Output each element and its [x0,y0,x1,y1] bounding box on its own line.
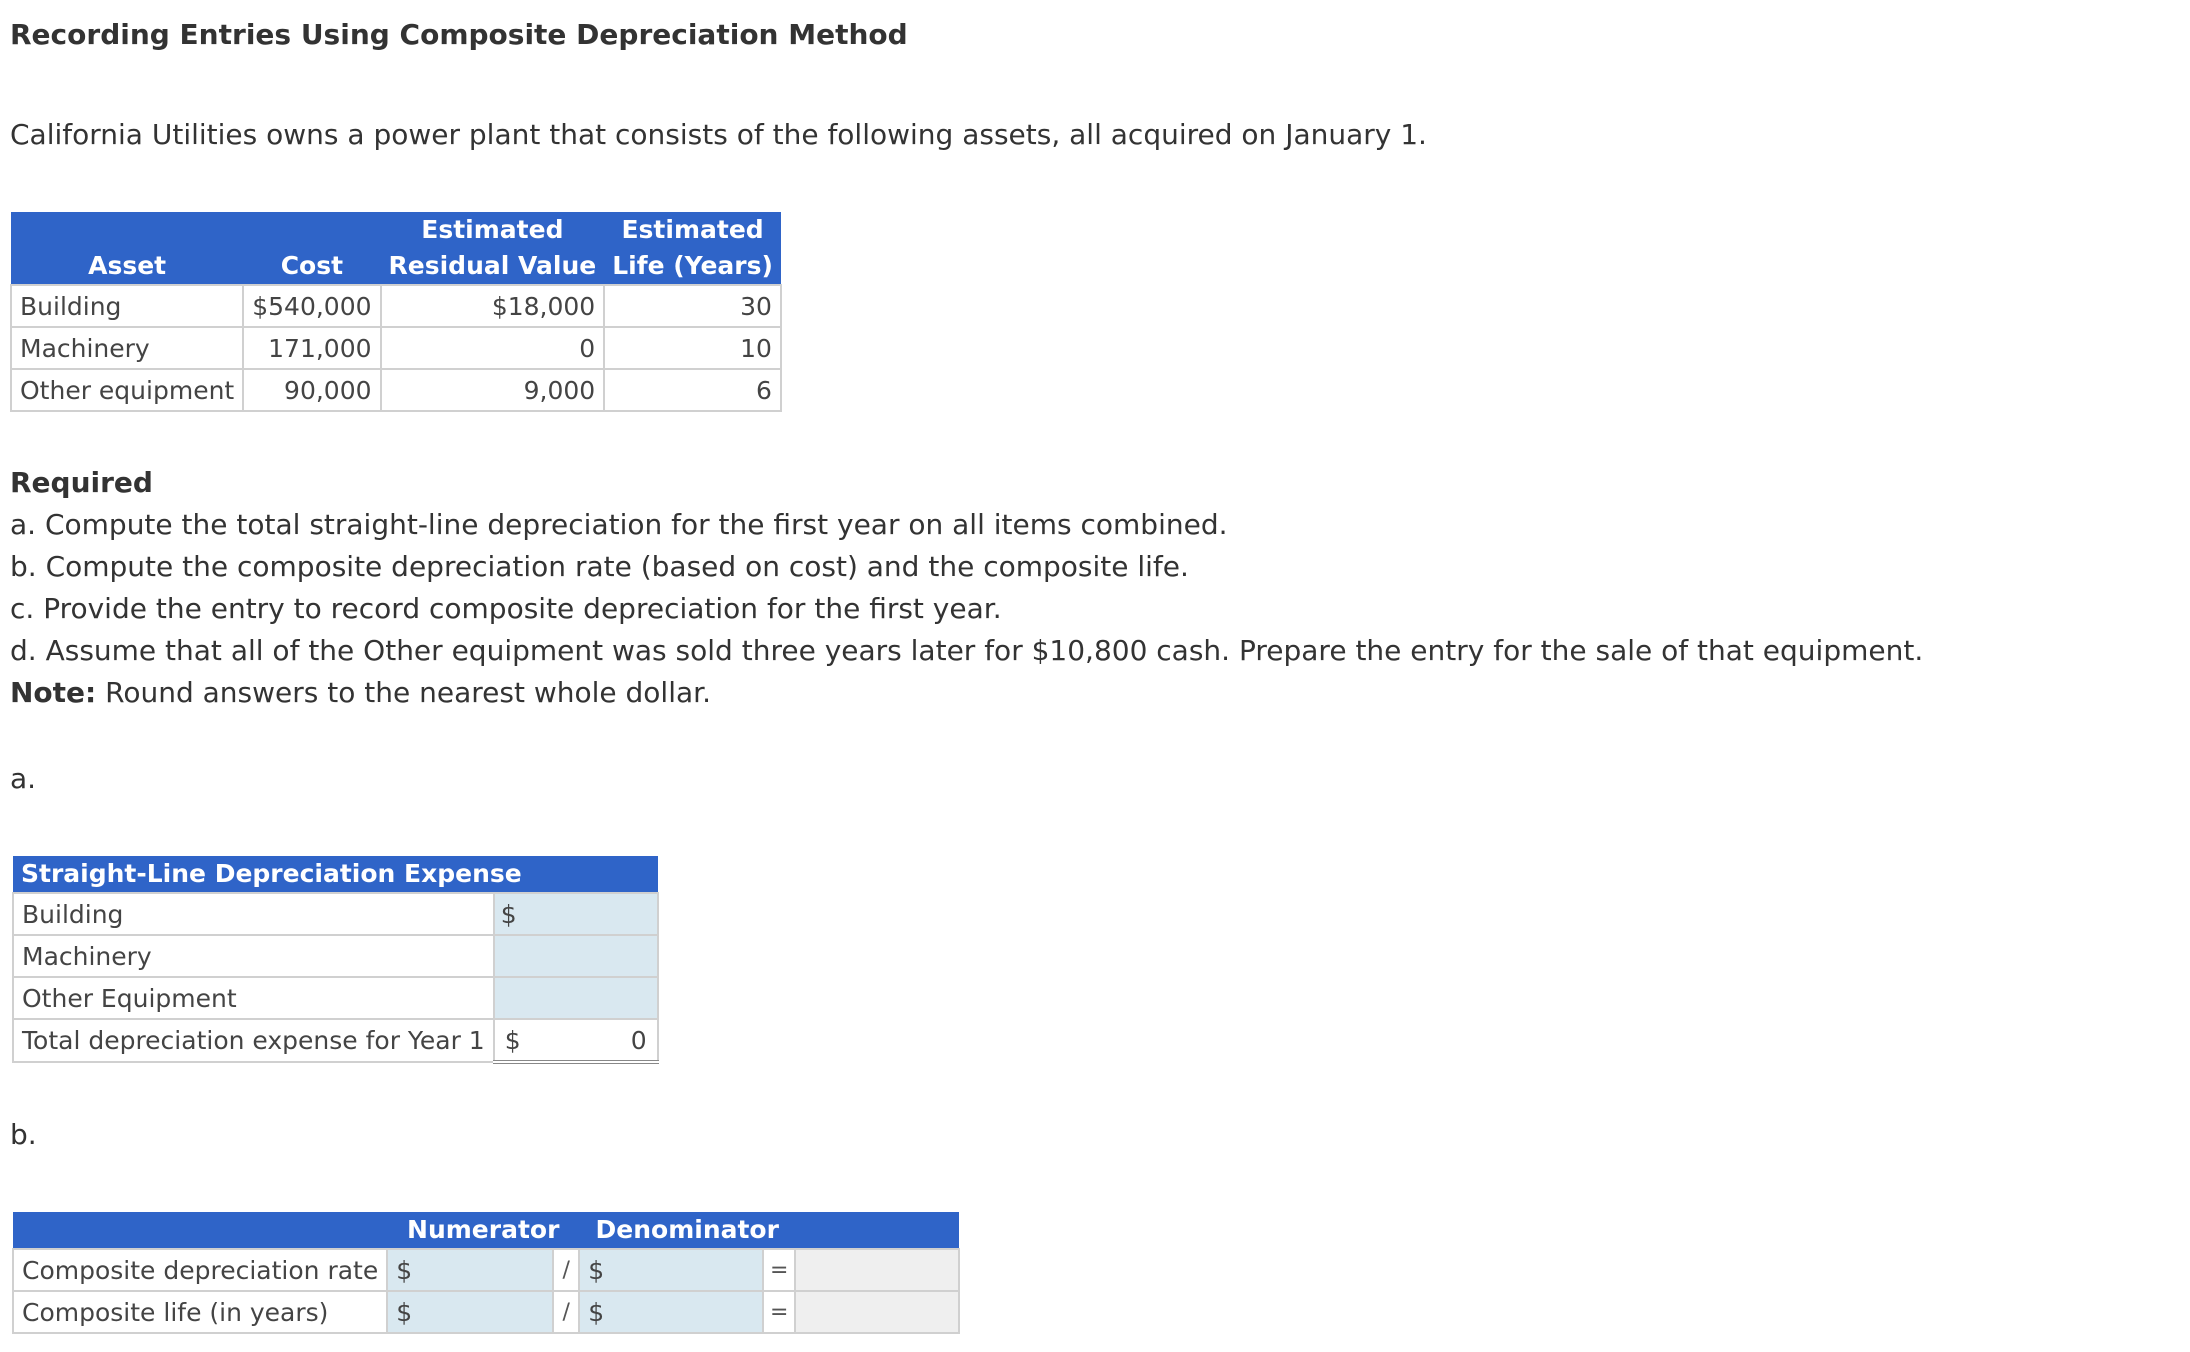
life-numerator-input[interactable] [387,1291,553,1333]
table-row [11,327,781,369]
dollar-sign: $ [500,899,517,929]
row-label: Composite depreciation rate [13,1249,387,1291]
equals-symbol: = [763,1291,795,1333]
dollar-sign: $ [588,1255,605,1285]
dollar-sign: $ [396,1297,413,1327]
table-row [13,1019,658,1062]
table-row [13,935,658,977]
divide-symbol: / [553,1249,579,1291]
divide-symbol: / [553,1291,579,1333]
note-label: Note: [10,676,97,709]
asset-cell: Other equipment [11,369,243,411]
life-cell: 6 [604,369,781,411]
life-denominator-input[interactable] [579,1291,763,1333]
cost-cell: 171,000 [243,327,380,369]
asset-header: Asset [11,212,243,285]
intro-text: California Utilities owns a power plant that consists of the following assets, all acquired on January 1. [10,118,1427,151]
table-row [13,893,658,935]
rate-numerator-input[interactable] [387,1249,553,1291]
residual-header [381,212,605,285]
page-title: Recording Entries Using Composite Depreciation Method [10,18,908,51]
rate-denominator-input[interactable] [579,1249,763,1291]
required-heading: Required [10,466,153,499]
row-label: Machinery [13,935,494,977]
table-row [13,977,658,1019]
total-value: 0 [630,1025,647,1055]
required-item-d: d. Assume that all of the Other equipment was sold three years later for $10,800 cash. Prepare the entry for the sale of that equipment. [10,634,1924,667]
denominator-header: Denominator [579,1212,795,1249]
building-depreciation-input[interactable] [494,893,658,935]
asset-cell: Building [11,285,243,327]
part-a-label: a. [10,762,37,795]
composite-rate-result[interactable] [795,1249,959,1291]
equals-symbol: = [763,1249,795,1291]
dollar-sign: $ [588,1297,605,1327]
empty-header [13,1212,387,1249]
table-row [13,1249,959,1291]
part-b-label: b. [10,1118,37,1151]
row-label: Composite life (in years) [13,1291,387,1333]
asset-table [10,212,782,412]
residual-header-line1: Estimated [421,215,564,244]
life-cell: 10 [604,327,781,369]
row-label: Building [13,893,494,935]
row-label: Total depreciation expense for Year 1 [13,1019,494,1062]
residual-cell: 9,000 [381,369,605,411]
required-section [10,462,1923,714]
life-header-line2: Life (Years) [612,251,773,280]
machinery-depreciation-input[interactable] [494,935,658,977]
residual-header-line2: Residual Value [388,251,597,280]
other-equipment-depreciation-input[interactable] [494,977,658,1019]
straight-line-table [12,856,659,1064]
life-header-line1: Estimated [621,215,764,244]
table-row [11,369,781,411]
note-text: Round answers to the nearest whole dollar. [96,676,711,709]
cost-cell: $540,000 [243,285,380,327]
life-cell: 30 [604,285,781,327]
residual-cell: $18,000 [381,285,605,327]
row-label: Other Equipment [13,977,494,1019]
required-item-c: c. Provide the entry to record composite depreciation for the first year. [10,592,1002,625]
straight-line-header: Straight-Line Depreciation Expense [13,856,658,893]
residual-cell: 0 [381,327,605,369]
cost-cell: 90,000 [243,369,380,411]
life-header [604,212,781,285]
numerator-header: Numerator [387,1212,579,1249]
required-item-a: a. Compute the total straight-line depreciation for the first year on all items combined. [10,508,1228,541]
composite-life-result[interactable] [795,1291,959,1333]
composite-table [12,1212,960,1334]
table-row [13,1291,959,1333]
dollar-sign: $ [504,1025,521,1055]
cost-header: Cost [243,212,380,285]
note [10,672,1923,714]
dollar-sign: $ [396,1255,413,1285]
table-row [11,285,781,327]
asset-table-header [11,212,781,285]
total-depreciation-value [494,1019,658,1062]
result-header [795,1212,959,1249]
required-item-b: b. Compute the composite depreciation rate (based on cost) and the composite life. [10,550,1189,583]
asset-cell: Machinery [11,327,243,369]
